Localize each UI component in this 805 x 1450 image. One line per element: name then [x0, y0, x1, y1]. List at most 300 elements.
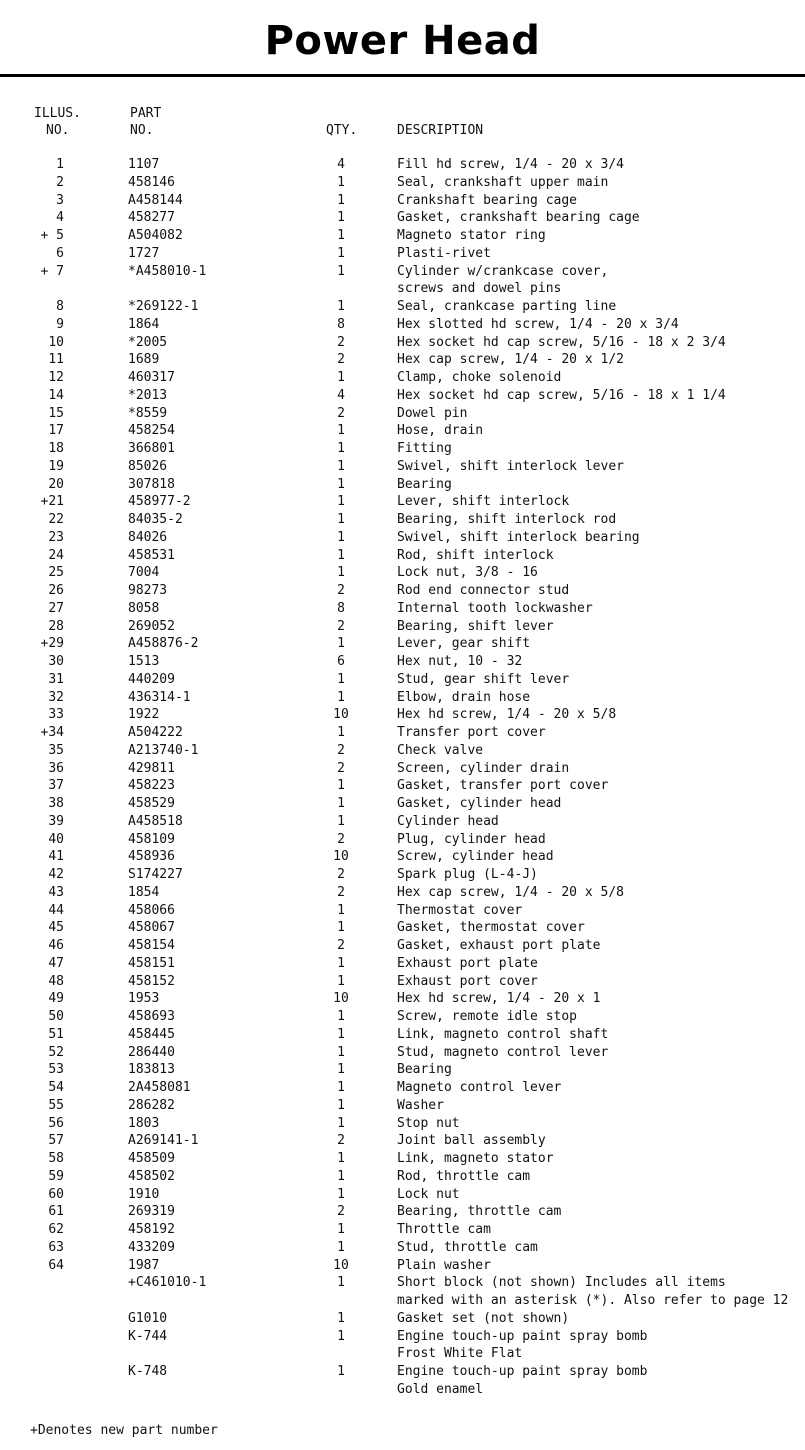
- quantity: 1: [337, 725, 345, 740]
- description: Check valve: [397, 742, 484, 758]
- table-row: [0, 671, 805, 689]
- description: Gold enamel: [397, 1381, 484, 1397]
- quantity: 1: [337, 973, 345, 989]
- part-number: 1910: [128, 1186, 160, 1202]
- illus-number: 38: [48, 796, 64, 811]
- illus-number: 62: [48, 1222, 64, 1237]
- quantity: 1: [337, 1364, 345, 1379]
- illus-number: 3: [56, 192, 64, 208]
- illus-number: 14: [48, 387, 64, 403]
- table-row: [0, 1257, 805, 1275]
- table-row: [0, 653, 805, 671]
- table-row: [0, 1328, 805, 1346]
- part-number: A269141-1: [128, 1133, 199, 1149]
- part-number: A213740-1: [128, 742, 199, 758]
- table-row: [0, 476, 805, 494]
- illus-number: 19: [48, 458, 64, 474]
- illus-number: + 5: [40, 228, 64, 243]
- description: Swivel, shift interlock bearing: [397, 529, 640, 545]
- quantity: 1: [337, 1080, 345, 1095]
- description: Internal tooth lockwasher: [397, 600, 593, 616]
- illus-number: 41: [48, 849, 64, 865]
- description: Screw, remote idle stop: [397, 1009, 578, 1024]
- table-row: [0, 1310, 805, 1328]
- table-row: [0, 245, 805, 263]
- illus-number: 15: [48, 405, 64, 421]
- description: Stud, magneto control lever: [397, 1044, 609, 1060]
- table-row: [0, 547, 805, 565]
- description: Gasket, crankshaft bearing cage: [397, 210, 640, 226]
- illus-number: 31: [48, 671, 64, 687]
- illus-number: 24: [48, 547, 64, 563]
- table-row: [0, 316, 805, 334]
- part-number: 286440: [128, 1044, 175, 1060]
- illus-number: 60: [48, 1186, 64, 1202]
- table-row: [0, 405, 805, 423]
- quantity: 1: [337, 1328, 345, 1344]
- quantity: 4: [337, 157, 345, 172]
- description: Exhaust port plate: [397, 955, 538, 971]
- quantity: 1: [337, 210, 345, 226]
- description: Frost White Flat: [397, 1346, 523, 1362]
- description: Swivel, shift interlock lever: [397, 458, 624, 474]
- quantity: 2: [337, 1133, 345, 1149]
- table-row: [0, 742, 805, 760]
- illus-number: 25: [48, 565, 64, 581]
- description: Screw, cylinder head: [397, 849, 554, 865]
- title-rule: [0, 74, 805, 77]
- table-row: [0, 192, 805, 210]
- quantity: 1: [337, 689, 345, 705]
- description: Fill hd screw, 1/4 - 20 x 3/4: [397, 157, 624, 172]
- part-number: 1107: [128, 157, 160, 172]
- quantity: 1: [337, 920, 345, 936]
- illus-number: 39: [48, 813, 64, 829]
- part-number: *8559: [128, 405, 168, 421]
- illus-number: 53: [48, 1062, 64, 1078]
- illus-number: 59: [48, 1168, 64, 1184]
- description: Magneto control lever: [397, 1080, 562, 1095]
- part-number: 458066: [128, 902, 175, 918]
- illus-number: 18: [48, 441, 64, 456]
- quantity: 1: [337, 192, 345, 208]
- parts-list: [0, 156, 805, 1399]
- part-number: S174227: [128, 867, 183, 882]
- part-number: K-748: [128, 1364, 168, 1379]
- illus-number: 48: [48, 973, 64, 989]
- illus-number: 40: [48, 831, 64, 847]
- illus-number: 11: [48, 352, 64, 368]
- quantity: 1: [337, 441, 345, 456]
- quantity: 1: [337, 174, 345, 190]
- quantity: 1: [337, 1222, 345, 1237]
- quantity: 2: [337, 938, 345, 953]
- part-number: 458445: [128, 1026, 175, 1042]
- quantity: 6: [337, 654, 345, 669]
- description: Fitting: [397, 441, 452, 456]
- part-number: 458152: [128, 973, 175, 989]
- quantity: 1: [337, 796, 345, 811]
- header-illus-line2: NO.: [46, 123, 70, 138]
- quantity: 2: [337, 1204, 345, 1220]
- quantity: 10: [333, 991, 349, 1007]
- page-title: Power Head: [264, 18, 541, 64]
- illus-number: + 7: [40, 263, 64, 279]
- part-number: 460317: [128, 370, 175, 385]
- part-number: 458154: [128, 938, 175, 953]
- table-row: [0, 458, 805, 476]
- part-number: 1922: [128, 707, 160, 723]
- illus-number: 27: [48, 600, 64, 616]
- description: Thermostat cover: [397, 902, 523, 918]
- table-row: [0, 902, 805, 920]
- table-row: [0, 1097, 805, 1115]
- illus-number: 49: [48, 991, 64, 1007]
- table-row: [0, 209, 805, 227]
- description: Lever, shift interlock: [397, 494, 570, 510]
- illus-number: +29: [40, 636, 64, 652]
- part-number: 458223: [128, 778, 175, 794]
- illus-number: 2: [56, 174, 64, 190]
- part-number: 440209: [128, 671, 175, 687]
- illus-number: 20: [48, 476, 64, 492]
- illus-number: 26: [48, 583, 64, 598]
- table-row: [0, 689, 805, 707]
- header-illus-line1: ILLUS.: [34, 106, 81, 121]
- table-row: [0, 440, 805, 458]
- part-number: 1864: [128, 316, 160, 332]
- table-row: [0, 1150, 805, 1168]
- quantity: 2: [337, 352, 345, 368]
- part-number: 2A458081: [128, 1080, 191, 1095]
- table-row: [0, 493, 805, 511]
- description: Magneto stator ring: [397, 228, 546, 243]
- illus-number: 17: [48, 423, 64, 439]
- part-number: 1987: [128, 1257, 160, 1273]
- quantity: 2: [337, 334, 345, 350]
- table-row: [0, 351, 805, 369]
- description: Engine touch-up paint spray bomb: [397, 1364, 648, 1379]
- description: Gasket set (not shown): [397, 1310, 570, 1326]
- table-row: [0, 884, 805, 902]
- description: Bearing: [397, 1062, 452, 1078]
- description: Gasket, transfer port cover: [397, 778, 609, 794]
- description: Hex socket hd cap screw, 5/16 - 18 x 2 3/4: [397, 334, 726, 350]
- part-number: 458977-2: [128, 494, 191, 510]
- description: Short block (not shown) Includes all items: [397, 1275, 726, 1291]
- header-part-line1: PART: [130, 106, 162, 121]
- part-number: *2005: [128, 334, 168, 350]
- description: Rod end connector stud: [397, 583, 570, 598]
- part-number: 1803: [128, 1115, 160, 1131]
- table-row: [0, 1079, 805, 1097]
- quantity: 1: [337, 1009, 345, 1024]
- table-row: [0, 1168, 805, 1186]
- table-row: [0, 1186, 805, 1204]
- table-row: [0, 1061, 805, 1079]
- part-number: A504082: [128, 228, 183, 243]
- table-row: [0, 334, 805, 352]
- quantity: 1: [337, 636, 345, 652]
- part-number: 84026: [128, 529, 168, 545]
- description: Bearing, throttle cam: [397, 1204, 562, 1220]
- description: Gasket, cylinder head: [397, 796, 562, 811]
- part-number: 458502: [128, 1168, 175, 1184]
- description: Joint ball assembly: [397, 1133, 546, 1149]
- quantity: 1: [337, 1275, 345, 1291]
- table-row: [0, 156, 805, 174]
- quantity: 1: [337, 813, 345, 829]
- part-number: G1010: [128, 1310, 168, 1326]
- quantity: 1: [337, 1115, 345, 1131]
- table-row: [0, 973, 805, 991]
- illus-number: 44: [48, 902, 64, 918]
- illus-number: 54: [48, 1080, 64, 1095]
- illus-number: 58: [48, 1151, 64, 1166]
- description: Rod, shift interlock: [397, 547, 554, 563]
- part-number: 458254: [128, 423, 175, 439]
- description: Cylinder head: [397, 813, 499, 829]
- quantity: 1: [337, 1026, 345, 1042]
- table-row: [0, 263, 805, 281]
- description: Plasti-rivet: [397, 245, 491, 261]
- table-row: [0, 724, 805, 742]
- quantity: 1: [337, 1151, 345, 1166]
- table-row: [0, 369, 805, 387]
- description: Hex hd screw, 1/4 - 20 x 1: [397, 991, 601, 1007]
- description: Lock nut, 3/8 - 16: [397, 565, 538, 581]
- footnote: +Denotes new part number: [30, 1423, 218, 1438]
- quantity: 2: [337, 884, 345, 900]
- illus-number: 63: [48, 1239, 64, 1255]
- description: Throttle cam: [397, 1222, 491, 1237]
- part-number: 458192: [128, 1222, 175, 1237]
- illus-number: 55: [48, 1097, 64, 1113]
- description: marked with an asterisk (*). Also refer to page 12: [397, 1293, 789, 1308]
- illus-number: 10: [48, 334, 64, 350]
- table-row: [0, 582, 805, 600]
- description: Stud, gear shift lever: [397, 671, 570, 687]
- quantity: 1: [337, 1168, 345, 1184]
- quantity: 8: [337, 316, 345, 332]
- illus-number: 8: [56, 299, 64, 314]
- description: Bearing, shift interlock rod: [397, 512, 617, 527]
- part-number: 98273: [128, 583, 168, 598]
- table-row: [0, 298, 805, 316]
- description: Clamp, choke solenoid: [397, 370, 562, 385]
- part-number: 1689: [128, 352, 160, 368]
- part-number: 433209: [128, 1239, 175, 1255]
- quantity: 1: [337, 547, 345, 563]
- table-row: [0, 174, 805, 192]
- description: Stop nut: [397, 1115, 460, 1131]
- illus-number: 12: [48, 370, 64, 385]
- quantity: 2: [337, 618, 345, 634]
- table-row: [0, 635, 805, 653]
- description: Lever, gear shift: [397, 636, 531, 652]
- quantity: 1: [337, 458, 345, 474]
- part-number: 7004: [128, 565, 160, 581]
- table-row: [0, 777, 805, 795]
- illus-number: 45: [48, 920, 64, 936]
- description: Seal, crankshaft upper main: [397, 174, 609, 190]
- quantity: 2: [337, 583, 345, 598]
- table-row: [0, 1274, 805, 1292]
- illus-number: 32: [48, 689, 64, 705]
- table-row: [0, 564, 805, 582]
- quantity: 1: [337, 245, 345, 261]
- part-number: 183813: [128, 1062, 175, 1078]
- table-row: [0, 1203, 805, 1221]
- table-row: [0, 511, 805, 529]
- quantity: 1: [337, 1310, 345, 1326]
- description: Link, magneto control shaft: [397, 1026, 609, 1042]
- quantity: 1: [337, 263, 345, 279]
- quantity: 1: [337, 228, 345, 243]
- part-number: 458277: [128, 210, 175, 226]
- table-row: [0, 387, 805, 405]
- table-row: [0, 937, 805, 955]
- part-number: 458529: [128, 796, 175, 811]
- description: Hex socket hd cap screw, 5/16 - 18 x 1 1/4: [397, 387, 726, 403]
- part-number: 436314-1: [128, 689, 191, 705]
- description: Exhaust port cover: [397, 973, 538, 989]
- table-row: [0, 1008, 805, 1026]
- table-row: [0, 422, 805, 440]
- quantity: 1: [337, 529, 345, 545]
- part-number: A458144: [128, 192, 183, 208]
- part-number: 269319: [128, 1204, 175, 1220]
- part-number: 307818: [128, 476, 175, 492]
- part-number: 458151: [128, 955, 175, 971]
- quantity: 8: [337, 600, 345, 616]
- quantity: 1: [337, 671, 345, 687]
- description: Washer: [397, 1097, 444, 1113]
- header-part-line2: NO.: [130, 123, 154, 138]
- header-description: DESCRIPTION: [397, 123, 484, 138]
- quantity: 10: [333, 849, 349, 865]
- description: Hex nut, 10 - 32: [397, 654, 523, 669]
- illus-number: 6: [56, 245, 64, 261]
- description: Hex cap screw, 1/4 - 20 x 1/2: [397, 352, 624, 368]
- illus-number: 36: [48, 760, 64, 776]
- illus-number: 23: [48, 529, 64, 545]
- table-row: [0, 848, 805, 866]
- part-number: 1854: [128, 884, 160, 900]
- illus-number: 47: [48, 955, 64, 971]
- quantity: 10: [333, 1257, 349, 1273]
- description: Seal, crankcase parting line: [397, 299, 617, 314]
- quantity: 2: [337, 831, 345, 847]
- quantity: 1: [337, 1044, 345, 1060]
- table-row: [0, 1221, 805, 1239]
- illus-number: 30: [48, 654, 64, 669]
- description: Hex slotted hd screw, 1/4 - 20 x 3/4: [397, 316, 679, 332]
- description: Transfer port cover: [397, 725, 546, 740]
- table-row: [0, 1239, 805, 1257]
- description: Plug, cylinder head: [397, 831, 546, 847]
- part-number: 8058: [128, 600, 160, 616]
- quantity: 1: [337, 778, 345, 794]
- illus-number: 51: [48, 1026, 64, 1042]
- table-row: [0, 529, 805, 547]
- quantity: 2: [337, 867, 345, 882]
- part-number: 458146: [128, 174, 175, 190]
- description: Plain washer: [397, 1257, 491, 1273]
- quantity: 2: [337, 742, 345, 758]
- quantity: 1: [337, 423, 345, 439]
- part-number: 1513: [128, 654, 160, 669]
- illus-number: 28: [48, 618, 64, 634]
- part-number: 429811: [128, 760, 175, 776]
- part-number: 366801: [128, 441, 175, 456]
- part-number: A458876-2: [128, 636, 199, 652]
- table-row: [0, 1363, 805, 1381]
- quantity: 1: [337, 512, 345, 527]
- part-number: 458067: [128, 920, 175, 936]
- description: Stud, throttle cam: [397, 1239, 538, 1255]
- part-number: 269052: [128, 618, 175, 634]
- description: Bearing, shift lever: [397, 618, 554, 634]
- quantity: 1: [337, 299, 345, 314]
- illus-number: 42: [48, 867, 64, 882]
- part-number: *269122-1: [128, 299, 199, 314]
- table-row: [0, 1381, 805, 1399]
- header-qty: QTY.: [326, 123, 358, 138]
- quantity: 1: [337, 1062, 345, 1078]
- part-number: 1953: [128, 991, 160, 1007]
- table-row: [0, 831, 805, 849]
- illus-number: 52: [48, 1044, 64, 1060]
- part-number: 458531: [128, 547, 175, 563]
- part-number: 458693: [128, 1009, 175, 1024]
- description: Bearing: [397, 476, 452, 492]
- table-row: [0, 227, 805, 245]
- illus-number: 43: [48, 884, 64, 900]
- description: Rod, throttle cam: [397, 1168, 531, 1184]
- illus-number: 50: [48, 1009, 64, 1024]
- part-number: *2013: [128, 387, 168, 403]
- quantity: 1: [337, 370, 345, 385]
- table-row: [0, 618, 805, 636]
- illus-number: 46: [48, 938, 64, 953]
- quantity: 4: [337, 387, 345, 403]
- description: Link, magneto stator: [397, 1151, 554, 1166]
- description: Cylinder w/crankcase cover,: [397, 263, 609, 279]
- part-number: +C461010-1: [128, 1275, 207, 1291]
- description: Engine touch-up paint spray bomb: [397, 1328, 648, 1344]
- illus-number: +34: [40, 725, 64, 740]
- table-row: [0, 813, 805, 831]
- part-number: 85026: [128, 458, 168, 474]
- quantity: 1: [337, 955, 345, 971]
- part-number: *A458010-1: [128, 263, 207, 279]
- description: Dowel pin: [397, 405, 468, 421]
- table-row: [0, 760, 805, 778]
- description: Lock nut: [397, 1186, 460, 1202]
- part-number: 1727: [128, 245, 160, 261]
- table-row: [0, 600, 805, 618]
- description: Gasket, thermostat cover: [397, 920, 585, 936]
- table-row: [0, 1026, 805, 1044]
- table-row: [0, 706, 805, 724]
- table-row: [0, 955, 805, 973]
- description: Elbow, drain hose: [397, 689, 531, 705]
- quantity: 1: [337, 476, 345, 492]
- illus-number: 1: [56, 157, 64, 172]
- description: Screen, cylinder drain: [397, 760, 570, 776]
- quantity: 1: [337, 1239, 345, 1255]
